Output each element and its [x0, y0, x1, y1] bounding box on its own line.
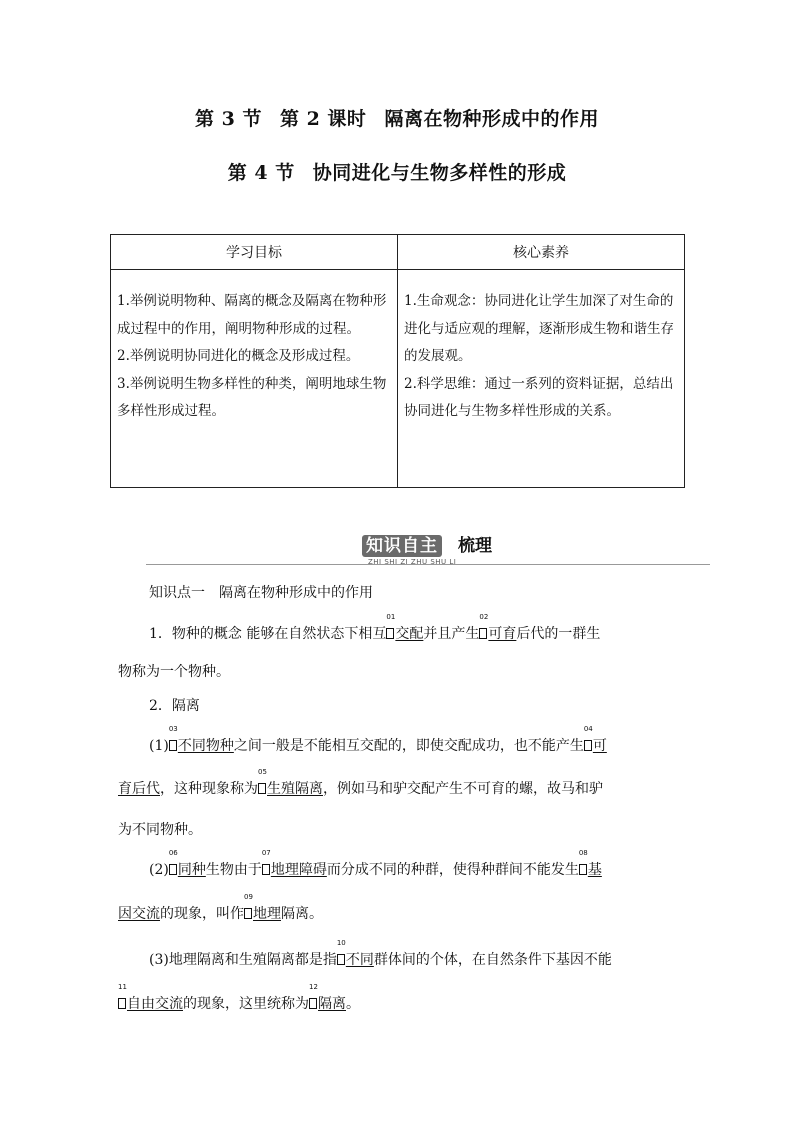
answer-text: 生殖隔离	[267, 781, 323, 797]
item1-line1	[149, 725, 607, 756]
text: 1．物种的概念	[149, 626, 242, 642]
blank-number: 03	[168, 725, 178, 733]
title-topic: 隔离在物种形成中的作用	[384, 108, 599, 130]
core-literacy-1: 1.生命观念：协同进化让学生加深了对生命的进化与适应观的理解，逐渐形成生物和谐生存的发展观。	[404, 293, 674, 364]
blank-answer	[244, 893, 281, 924]
text: 。	[346, 996, 360, 1012]
blank-number: 12	[309, 983, 318, 991]
learning-goal-1: 1.举例说明物种、隔离的概念及隔离在物种形成过程中的作用，阐明物种形成的过程。	[117, 293, 387, 337]
blank-number: 01	[386, 613, 396, 621]
answer-text: 基	[587, 862, 602, 878]
text: (2)	[149, 862, 169, 878]
blank-answer	[578, 849, 602, 880]
blank-box-icon	[309, 998, 317, 1009]
text: 生物由于	[205, 862, 262, 878]
text: ，这种现象称为	[160, 781, 258, 797]
subtitle-topic: 协同进化与生物多样性的形成	[312, 162, 567, 184]
blank-box-icon	[244, 908, 252, 919]
blank-box-icon	[169, 740, 177, 751]
blank-box-icon	[579, 864, 587, 875]
blank-number: 10	[336, 939, 346, 947]
blank-number: 05	[258, 768, 267, 776]
blank-answer	[168, 725, 234, 756]
blank-number: 11	[118, 983, 127, 991]
blank-answer	[258, 768, 323, 799]
text: 隔离。	[281, 906, 323, 922]
isolation-heading: 2．隔离	[149, 698, 200, 714]
blank-answer	[386, 613, 424, 644]
blank-answer	[118, 983, 183, 1014]
blank-number: 08	[578, 849, 588, 857]
blank-number: 02	[479, 613, 489, 621]
blank-number: 04	[583, 725, 593, 733]
text: 并且产生	[423, 626, 480, 642]
text: 能够在自然状态下相互	[246, 626, 387, 642]
item1-line2	[118, 768, 603, 799]
blank-answer	[261, 849, 327, 880]
text: (1)	[149, 738, 169, 754]
item2-line2	[118, 893, 323, 924]
answer-text: 地理障碍	[270, 862, 327, 878]
text: 之间一般是不能相互交配的，即使交配成功，也不能产生	[233, 738, 584, 754]
answer-text: 自由交流	[127, 996, 183, 1012]
banner-text: 梳理	[458, 536, 492, 556]
text: 后代的一群生	[516, 626, 601, 642]
title-section-number: 第 3 节	[195, 108, 262, 130]
answer-text: 隔离	[318, 996, 346, 1012]
banner-boxed-text: 知识自主	[362, 535, 442, 557]
item2-line1	[149, 849, 602, 880]
item3-line2	[118, 983, 360, 1014]
answer-text: 因交流	[118, 906, 160, 922]
subtitle-section-number: 第 4 节	[227, 162, 295, 184]
blank-box-icon	[118, 998, 126, 1009]
text: 的现象，这里统称为	[183, 996, 309, 1012]
section-banner	[146, 533, 710, 573]
core-literacy-2: 2.科学思维：通过一系列的资料证据，总结出协同进化与生物多样性形成的关系。	[404, 375, 674, 419]
section-title	[0, 104, 794, 131]
answer-text: 不同物种	[177, 738, 234, 754]
answer-text: 可育	[488, 626, 517, 642]
objectives-table	[110, 234, 685, 488]
blank-number: 09	[244, 893, 253, 901]
blank-box-icon	[584, 740, 592, 751]
banner-pinyin: ZHI SHI ZI ZHU SHU LI	[368, 558, 457, 566]
text: 而分成不同的种群，使得种群间不能发生	[326, 862, 579, 878]
answer-text: 不同	[345, 952, 374, 968]
blank-answer	[309, 983, 346, 1014]
blank-box-icon	[386, 628, 394, 639]
item3-line1	[149, 939, 612, 970]
text: 群体间的个体，在自然条件下基因不能	[373, 952, 612, 968]
section-subtitle	[0, 158, 794, 185]
blank-number: 06	[168, 849, 178, 857]
header-learning-goals: 学习目标	[111, 235, 398, 270]
learning-goal-2: 2.举例说明协同进化的概念及形成过程。	[117, 348, 360, 364]
blank-answer	[583, 725, 607, 756]
paragraph-species-line2: 物称为一个物种。	[118, 664, 230, 680]
answer-text: 地理	[253, 906, 281, 922]
knowledge-point-heading: 知识点一 隔离在物种形成中的作用	[149, 585, 373, 601]
text: ，例如马和驴交配产生不可育的螺，故马和驴	[323, 781, 603, 797]
blank-box-icon	[479, 628, 487, 639]
answer-text: 可	[592, 738, 607, 754]
learning-goals-cell	[111, 270, 398, 488]
text: (3)地理隔离和生殖隔离都是指	[149, 952, 337, 968]
answer-text: 育后代	[118, 781, 160, 797]
blank-answer	[479, 613, 517, 644]
item1-line3: 为不同物种。	[118, 822, 202, 838]
blank-box-icon	[258, 783, 266, 794]
blank-answer	[168, 849, 206, 880]
header-core-literacy: 核心素养	[398, 235, 685, 270]
answer-text: 同种	[177, 862, 206, 878]
blank-box-icon	[262, 864, 270, 875]
blank-answer	[336, 939, 374, 970]
blank-number: 07	[261, 849, 271, 857]
text: 的现象，叫作	[160, 906, 244, 922]
answer-text: 交配	[395, 626, 424, 642]
paragraph-species-line1	[149, 613, 601, 644]
blank-box-icon	[337, 954, 345, 965]
title-lesson-number: 第 2 课时	[279, 108, 367, 130]
blank-box-icon	[169, 864, 177, 875]
learning-goal-3: 3.举例说明生物多样性的种类，阐明地球生物多样性形成过程。	[117, 375, 387, 419]
core-literacy-cell	[398, 270, 685, 488]
